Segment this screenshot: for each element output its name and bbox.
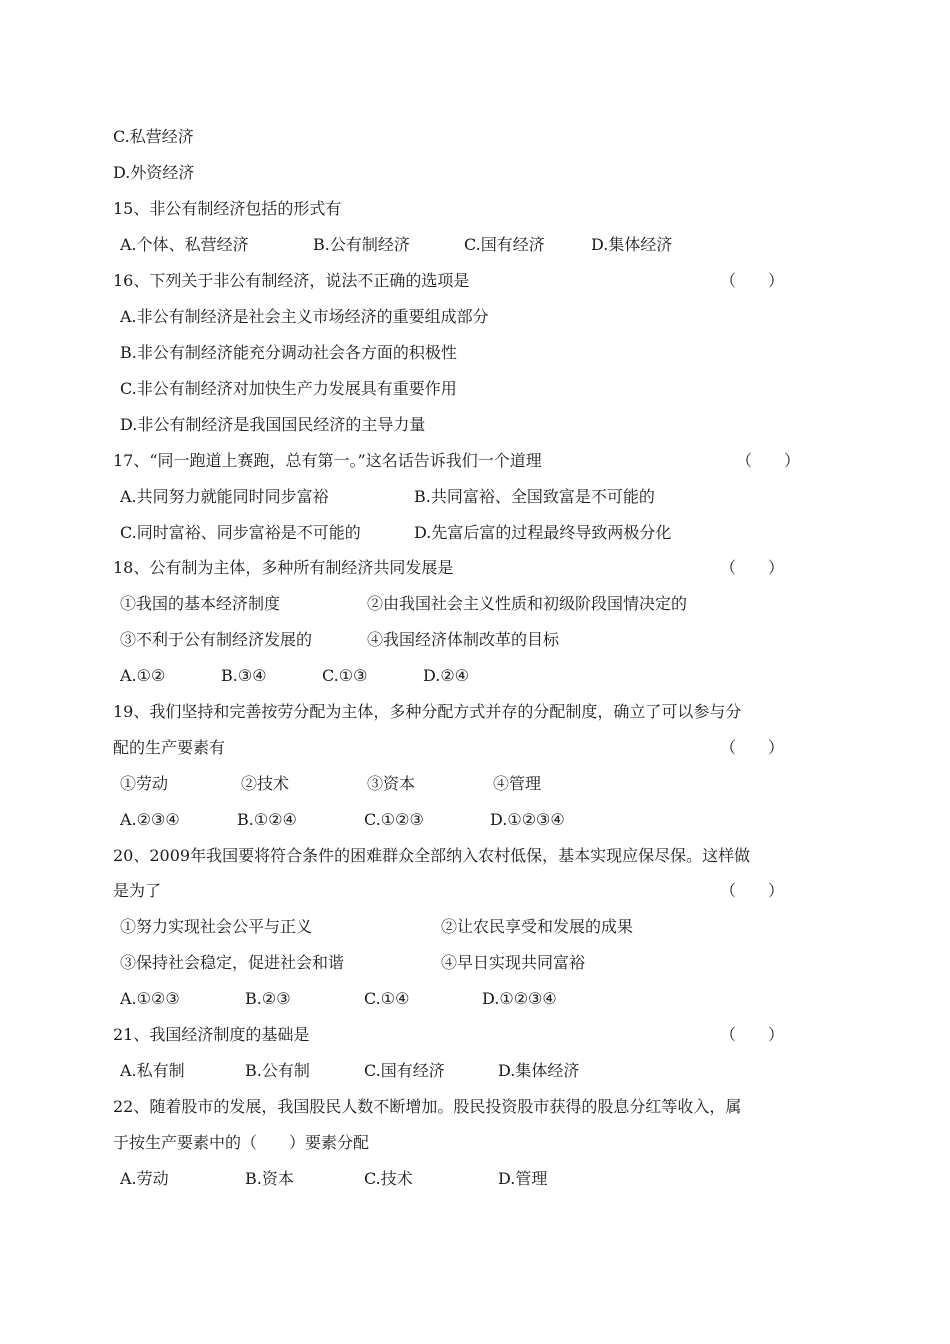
q18-option-d: D.②④ xyxy=(423,666,470,685)
q18-statement-1: ①我国的基本经济制度 xyxy=(120,594,281,613)
q21-answer-bracket: （ ） xyxy=(720,1025,785,1044)
q15-option-c: C.国有经济 xyxy=(464,235,545,254)
q22-option-d: D.管理 xyxy=(498,1169,548,1188)
q19-stem-line1: 19、我们坚持和完善按劳分配为主体，多种分配方式并存的分配制度，确立了可以参与分 xyxy=(113,702,742,721)
q17-option-a: A.共同努力就能同时同步富裕 xyxy=(120,487,329,506)
q21-option-b: B.公有制 xyxy=(245,1061,310,1080)
q20-stem-line1: 20、2009年我国要将符合条件的困难群众全部纳入农村低保，基本实现应保尽保。这样做 xyxy=(113,846,751,865)
q18-option-a: A.①② xyxy=(120,666,166,685)
q14-option-c: C.私营经济 xyxy=(113,127,194,146)
q22-stem-line1: 22、随着股市的发展，我国股民人数不断增加。股民投资股市获得的股息分红等收入，属 xyxy=(113,1097,742,1116)
q15-option-a: A.个体、私营经济 xyxy=(120,235,249,254)
q21-stem: 21、我国经济制度的基础是 xyxy=(113,1025,310,1044)
q18-answer-bracket: （ ） xyxy=(720,558,785,577)
q21-option-a: A.私有制 xyxy=(120,1061,185,1080)
q20-option-c: C.①④ xyxy=(364,989,410,1008)
q20-statement-2: ②让农民享受和发展的成果 xyxy=(441,917,634,936)
q16-option-b: B.非公有制经济能充分调动社会各方面的积极性 xyxy=(120,343,457,362)
q18-statement-2: ②由我国社会主义性质和初级阶段国情决定的 xyxy=(367,594,688,613)
q17-option-b: B.共同富裕、全国致富是不可能的 xyxy=(414,487,655,506)
q19-statement-1: ①劳动 xyxy=(120,774,169,793)
q19-statement-4: ④管理 xyxy=(493,774,542,793)
q16-stem: 16、下列关于非公有制经济，说法不正确的选项是 xyxy=(113,271,470,290)
q19-option-c: C.①②③ xyxy=(364,810,424,829)
q20-answer-bracket: （ ） xyxy=(720,881,785,900)
q15-stem: 15、非公有制经济包括的形式有 xyxy=(113,199,342,218)
q16-answer-bracket: （ ） xyxy=(720,271,785,290)
q19-option-b: B.①②④ xyxy=(237,810,297,829)
q18-statement-3: ③不利于公有制经济发展的 xyxy=(120,630,313,649)
q22-option-c: C.技术 xyxy=(364,1169,413,1188)
q15-option-d: D.集体经济 xyxy=(591,235,673,254)
q18-statement-4: ④我国经济体制改革的目标 xyxy=(367,630,560,649)
q16-option-a: A.非公有制经济是社会主义市场经济的重要组成部分 xyxy=(120,307,489,326)
q19-statement-3: ③资本 xyxy=(367,774,416,793)
q20-option-b: B.②③ xyxy=(245,989,291,1008)
q20-statement-4: ④早日实现共同富裕 xyxy=(441,953,586,972)
q19-statement-2: ②技术 xyxy=(241,774,290,793)
q21-option-c: C.国有经济 xyxy=(364,1061,445,1080)
q19-option-d: D.①②③④ xyxy=(490,810,565,829)
q19-answer-bracket: （ ） xyxy=(720,738,785,757)
q22-stem-line2: 于按生产要素中的（ ）要素分配 xyxy=(113,1133,370,1152)
q17-stem: 17、“同一跑道上赛跑，总有第一。”这名话告诉我们一个道理 xyxy=(113,451,542,470)
q22-option-b: B.资本 xyxy=(245,1169,294,1188)
q17-option-d: D.先富后富的过程最终导致两极分化 xyxy=(414,523,672,542)
q20-statement-3: ③保持社会稳定，促进社会和谐 xyxy=(120,953,345,972)
q19-stem-line2: 配的生产要素有 xyxy=(113,738,226,757)
q18-stem: 18、公有制为主体，多种所有制经济共同发展是 xyxy=(113,558,454,577)
q22-option-a: A.劳动 xyxy=(120,1169,169,1188)
q16-option-d: D.非公有制经济是我国国民经济的主导力量 xyxy=(120,415,426,434)
q20-option-d: D.①②③④ xyxy=(482,989,557,1008)
q15-option-b: B.公有制经济 xyxy=(313,235,410,254)
q14-option-d: D.外资经济 xyxy=(113,163,195,182)
q21-option-d: D.集体经济 xyxy=(498,1061,580,1080)
q20-option-a: A.①②③ xyxy=(120,989,180,1008)
q16-option-c: C.非公有制经济对加快生产力发展具有重要作用 xyxy=(120,379,457,398)
q17-answer-bracket: （ ） xyxy=(736,451,801,470)
q20-stem-line2: 是为了 xyxy=(113,881,162,900)
q17-option-c: C.同时富裕、同步富裕是不可能的 xyxy=(120,523,361,542)
q19-option-a: A.②③④ xyxy=(120,810,180,829)
q18-option-b: B.③④ xyxy=(221,666,267,685)
q20-statement-1: ①努力实现社会公平与正义 xyxy=(120,917,313,936)
q18-option-c: C.①③ xyxy=(322,666,368,685)
